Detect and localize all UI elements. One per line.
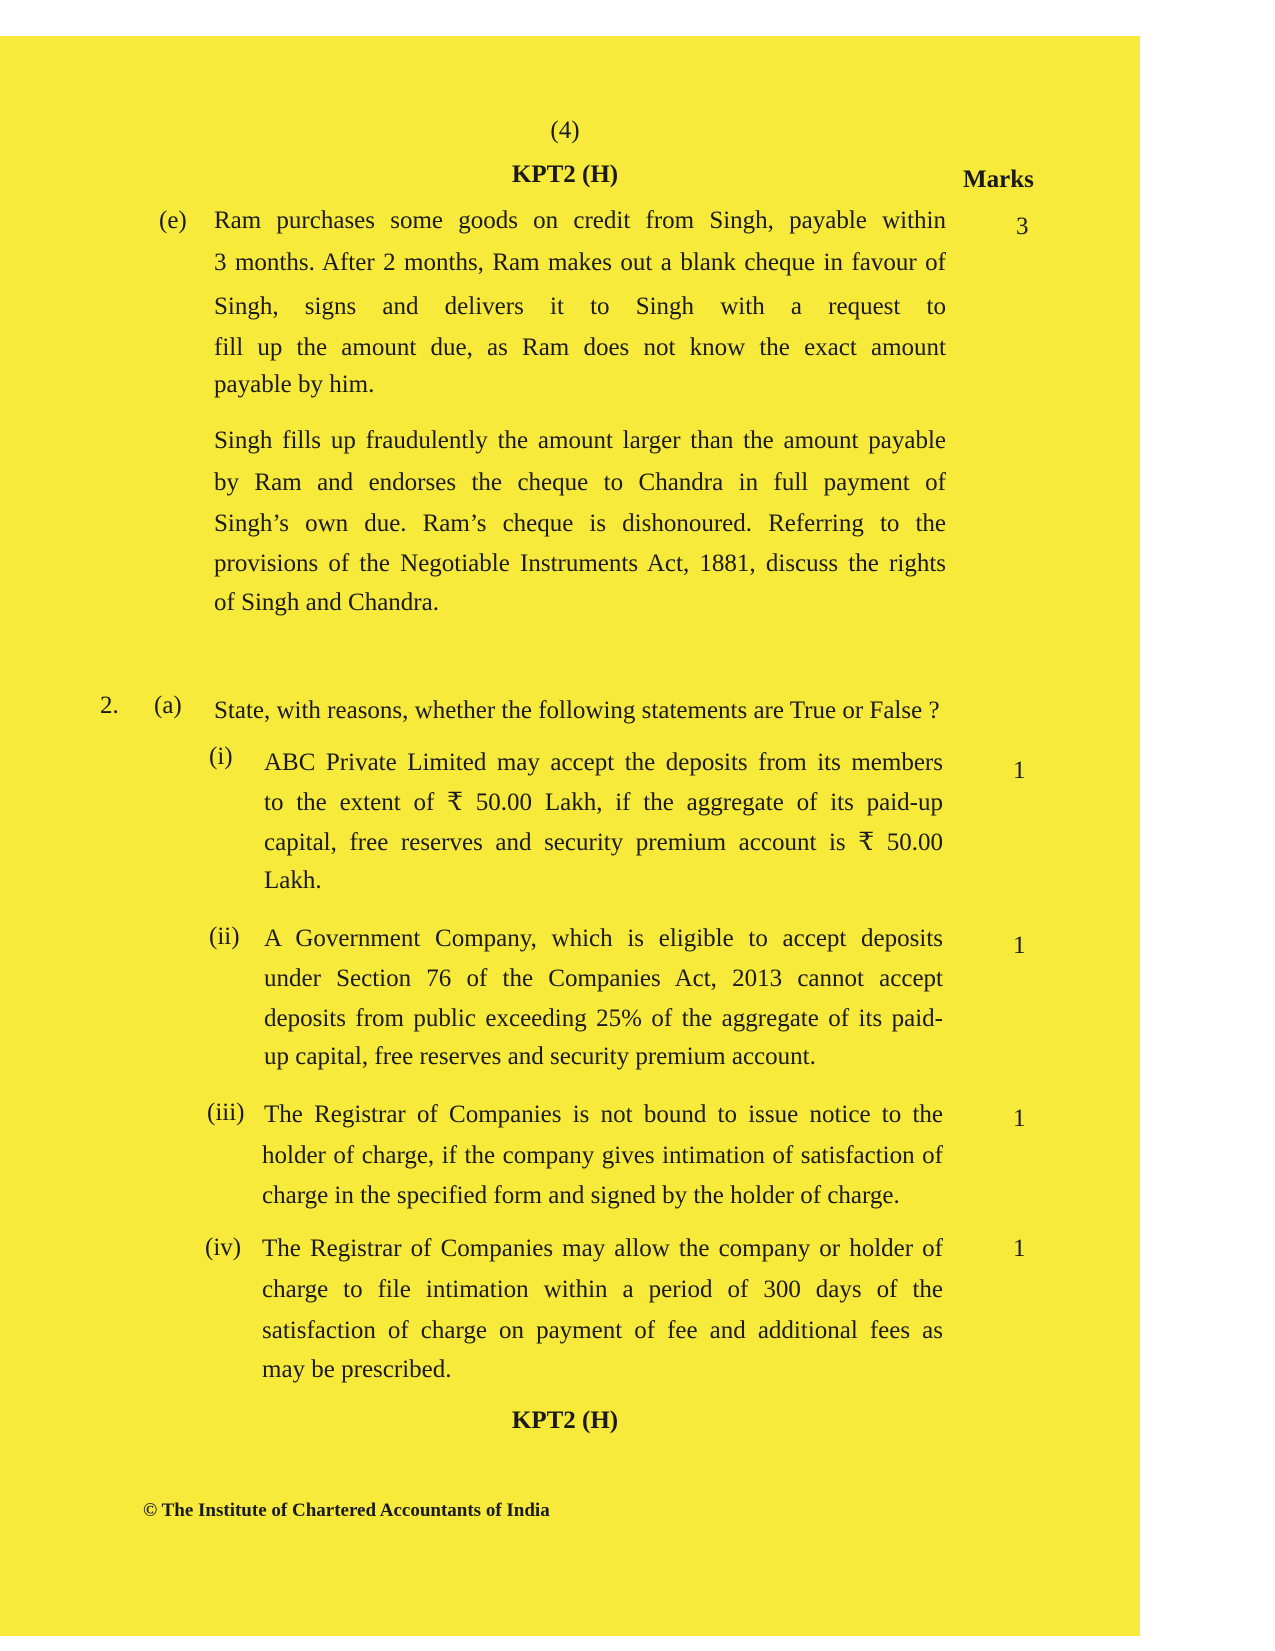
page-number: (4)	[550, 117, 580, 144]
q2a-item-label: (iv)	[205, 1234, 242, 1261]
q2a-item-line: up capital, free reserves and security premium account.	[264, 1043, 816, 1070]
exam-page	[0, 36, 1140, 1636]
q1e-para1-line: Ram purchases some goods on credit from Singh, payable within	[214, 207, 946, 234]
q2a-item-line: charge to file intimation within a period of 300 days of the	[262, 1276, 943, 1303]
copyright-notice: © The Institute of Chartered Accountants of India	[143, 1500, 550, 1521]
q2a-item-line: The Registrar of Companies may allow the company or holder of	[262, 1235, 943, 1262]
q2a-label: (a)	[154, 692, 182, 719]
q2a-item-line: ABC Private Limited may accept the deposits from its members	[264, 749, 943, 776]
marks-heading: Marks	[963, 166, 1034, 193]
paper-code-footer: KPT2 (H)	[511, 1407, 619, 1434]
q1e-para1-line: 3 months. After 2 months, Ram makes out a blank cheque in favour of	[214, 249, 946, 276]
q2a-item-line: to the extent of ₹ 50.00 Lakh, if the aggregate of its paid-up	[264, 789, 943, 816]
q2a-item-line: deposits from public exceeding 25% of the aggregate of its paid-	[264, 1005, 943, 1032]
q2a-item-line: A Government Company, which is eligible to accept deposits	[264, 925, 943, 952]
q2a-item-marks: 1	[1013, 932, 1026, 959]
q1e-label: (e)	[159, 207, 187, 234]
q1e-para1-line: payable by him.	[214, 371, 375, 398]
q2a-item-label: (i)	[209, 743, 233, 770]
q1e-para1-line: Singh, signs and delivers it to Singh with a request to	[214, 293, 946, 320]
q2a-item-line: charge in the specified form and signed by the holder of charge.	[262, 1182, 900, 1209]
q1e-marks: 3	[1016, 213, 1029, 240]
q2a-item-line: holder of charge, if the company gives intimation of satisfaction of	[262, 1142, 943, 1169]
q1e-para2-line: provisions of the Negotiable Instruments Act, 1881, discuss the rights	[214, 550, 946, 577]
q1e-para2-line: Singh fills up fraudulently the amount larger than the amount payable	[214, 427, 946, 454]
q2a-item-line: satisfaction of charge on payment of fee and additional fees as	[262, 1317, 943, 1344]
q1e-para1-line: fill up the amount due, as Ram does not know the exact amount	[214, 334, 946, 361]
q2a-item-marks: 1	[1013, 1105, 1026, 1132]
q2a-item-marks: 1	[1013, 1235, 1026, 1262]
q1e-para2-line: of Singh and Chandra.	[214, 589, 439, 616]
q2a-item-line: under Section 76 of the Companies Act, 2013 cannot accept	[264, 965, 943, 992]
q2a-item-line: capital, free reserves and security premium account is ₹ 50.00	[264, 829, 943, 856]
q2a-item-label: (iii)	[207, 1099, 245, 1126]
q1e-para2-line: by Ram and endorses the cheque to Chandra in full payment of	[214, 469, 946, 496]
q1e-para2-line: Singh’s own due. Ram’s cheque is dishonoured. Referring to the	[214, 510, 946, 537]
q2a-item-line: may be prescribed.	[262, 1356, 452, 1383]
q2a-item-marks: 1	[1013, 757, 1026, 784]
q2-number: 2.	[100, 692, 119, 719]
q2a-item-label: (ii)	[209, 923, 240, 950]
paper-code-header: KPT2 (H)	[511, 161, 619, 188]
q2a-item-line: Lakh.	[264, 867, 322, 894]
q2a-item-line: The Registrar of Companies is not bound to issue notice to the	[264, 1101, 943, 1128]
q2a-instruction: State, with reasons, whether the following statements are True or False ?	[214, 697, 940, 724]
